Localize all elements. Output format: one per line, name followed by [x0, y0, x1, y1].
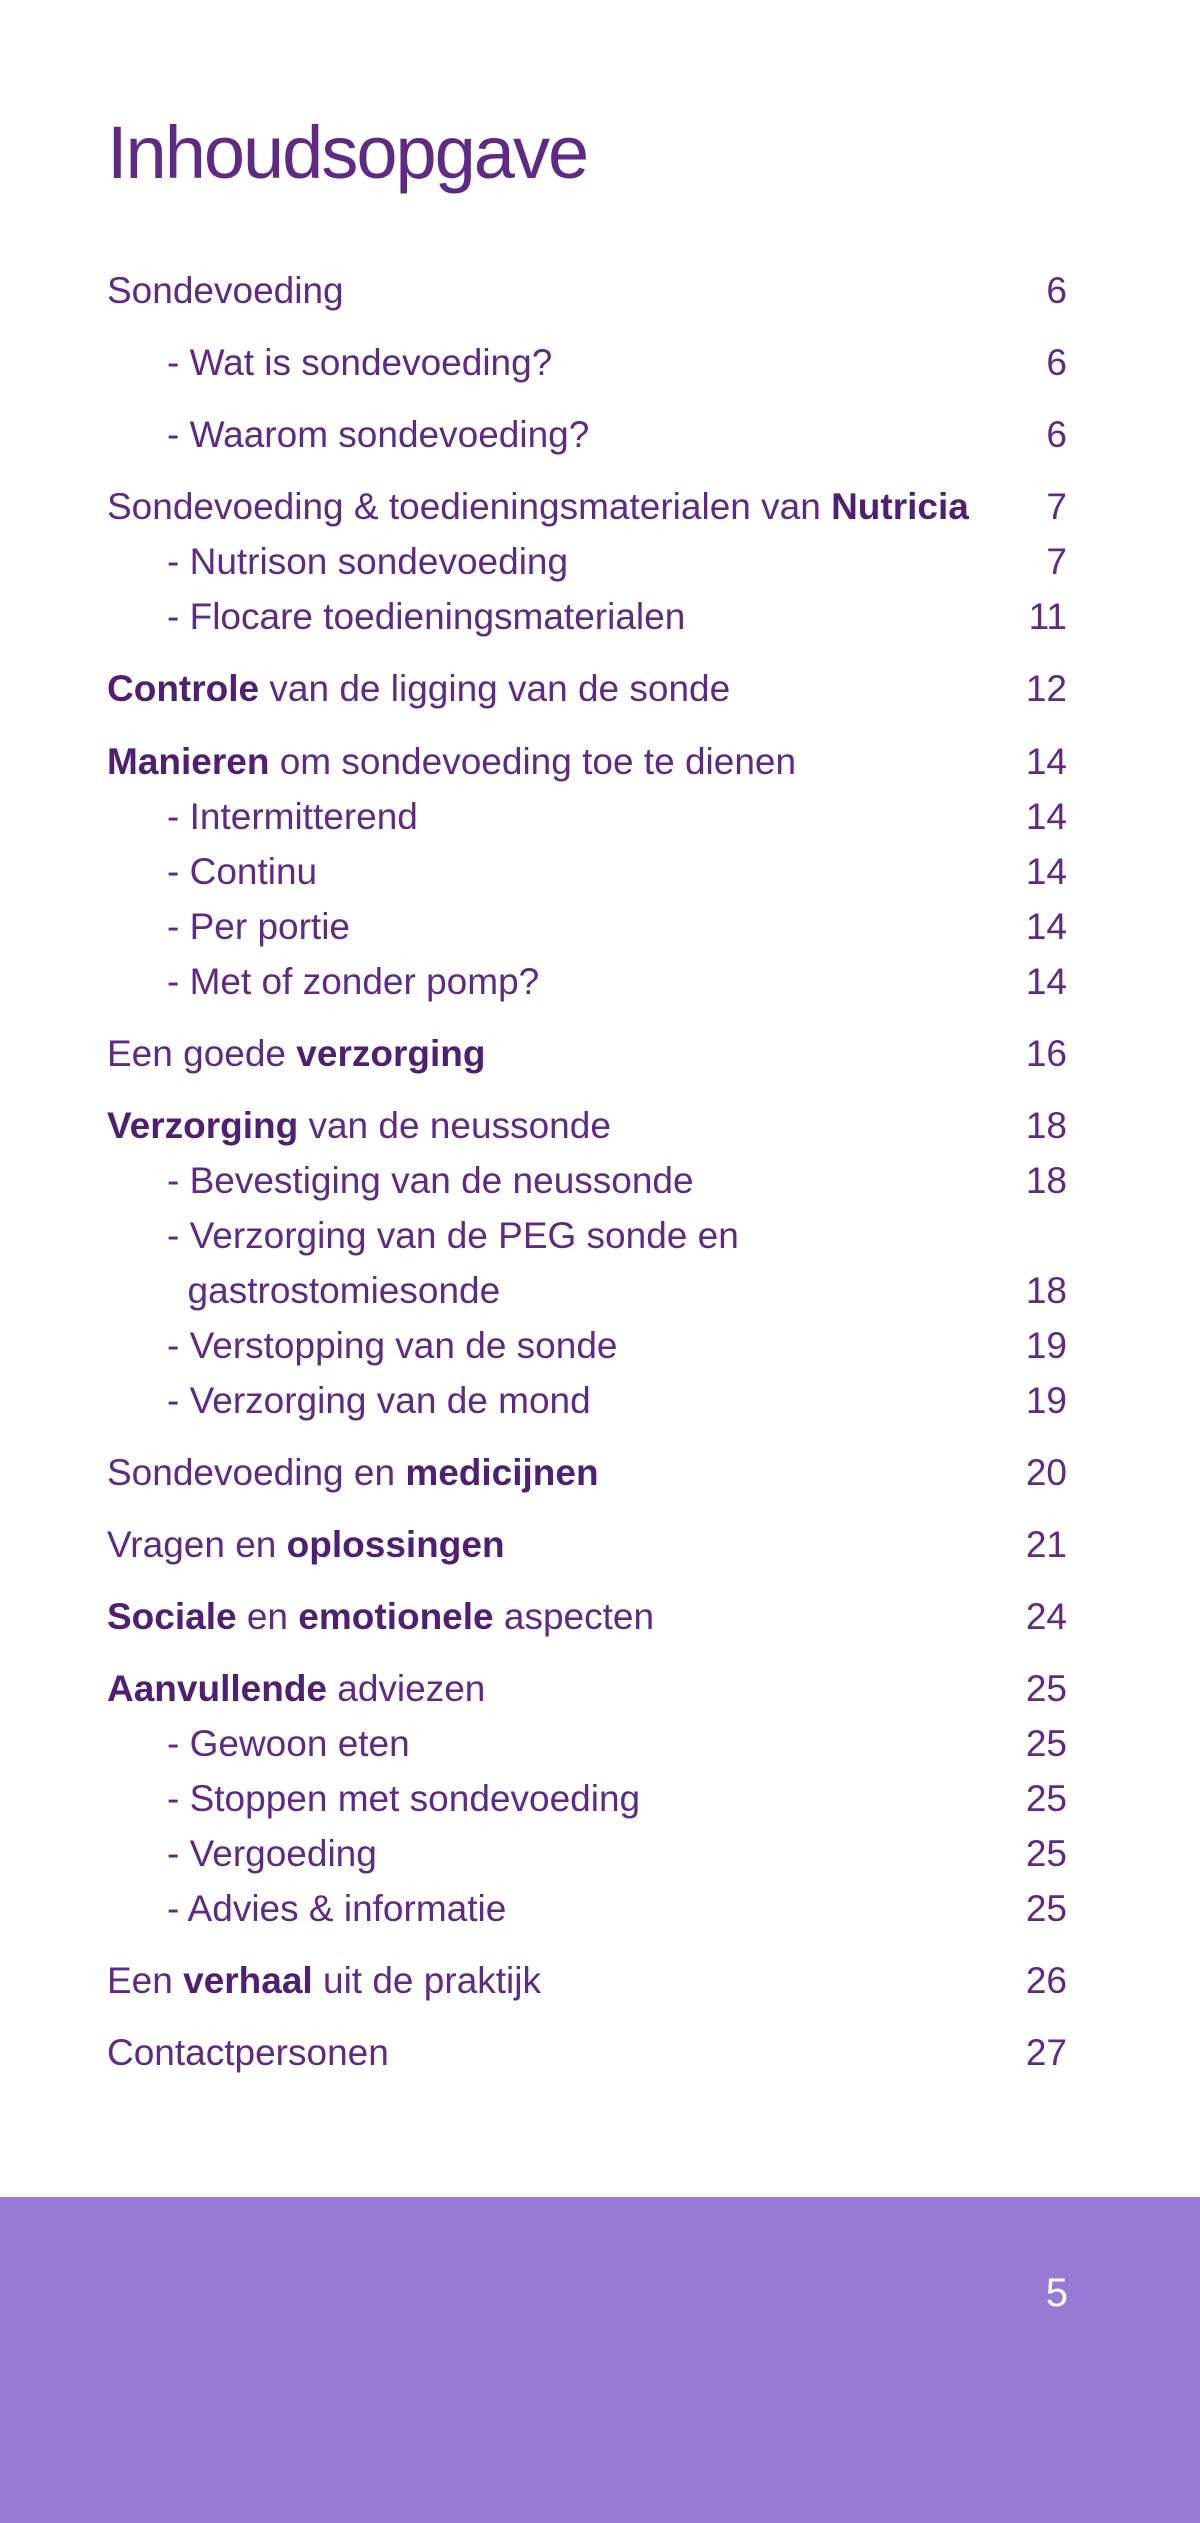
toc-entry-label [107, 1452, 599, 1494]
toc-entry-label-bold: oplossingen [286, 1524, 505, 1565]
toc-entry-label-text: Contactpersonen [107, 2032, 389, 2073]
page-number: 5 [1045, 2271, 1068, 2315]
toc-entry-label-bold: Nutricia [831, 486, 969, 527]
footer-band [0, 2197, 1200, 2523]
toc-entry-label-text: adviezen [327, 1668, 486, 1709]
toc-entry-page: 14 [1025, 741, 1067, 782]
toc-entry-label-text: - Nutrison sondevoeding [167, 541, 569, 582]
toc-entry [107, 1452, 1067, 1494]
toc-entry-page: 25 [1025, 1778, 1067, 1819]
toc-entry-label [107, 1270, 500, 1312]
toc-entry-page: 25 [1025, 1668, 1067, 1709]
toc-entry-label-text: - Waarom sondevoeding? [167, 414, 590, 455]
toc-entry-page: 18 [1025, 1105, 1067, 1146]
toc-entry-label [107, 1723, 410, 1765]
toc-entry-label [107, 2032, 389, 2074]
toc-entry-label-bold: verhaal [183, 1960, 313, 2001]
toc-entry-label [107, 1596, 654, 1638]
toc-entry-page: 26 [1025, 1960, 1067, 2001]
toc-entry-label-text: om sondevoeding toe te dienen [269, 741, 797, 782]
toc-entry-label [107, 1160, 694, 1202]
toc-entry-page: 14 [1025, 851, 1067, 892]
toc-entry-page: 14 [1025, 906, 1067, 947]
toc-entry-label [107, 1668, 485, 1710]
toc-entry [107, 541, 1067, 583]
toc-entry-page: 18 [1025, 1270, 1067, 1311]
toc-entry-page: 20 [1025, 1452, 1067, 1493]
toc-entry-page: 11 [1028, 596, 1067, 637]
toc-entry-page: 7 [1046, 541, 1067, 582]
toc-entry-label [107, 414, 589, 456]
toc-entry-label-text: Sondevoeding & toedieningsmaterialen van [107, 486, 832, 527]
toc-entry [107, 668, 1067, 710]
toc-entry-page: 25 [1025, 1888, 1067, 1929]
toc-entry-page: 18 [1025, 1160, 1067, 1201]
toc-entry-label-text: - Flocare toedieningsmaterialen [167, 596, 686, 637]
toc-entry [107, 1888, 1067, 1930]
toc-entry [107, 596, 1067, 638]
toc-entry-page: 25 [1025, 1833, 1067, 1874]
toc-entry-label-text: Vragen en [107, 1524, 287, 1565]
toc-entry-label-bold: Aanvullende [107, 1668, 327, 1709]
toc-entry-label-text: - Advies & informatie [167, 1888, 507, 1929]
page-title: Inhoudsopgave [107, 111, 588, 194]
toc-entry [107, 1033, 1067, 1075]
toc-entry-page: 14 [1025, 796, 1067, 837]
toc-entry-label-bold: emotionele [298, 1596, 494, 1637]
toc-entry [107, 1524, 1067, 1566]
toc-entry-label-text: - Bevestiging van de neussonde [167, 1160, 694, 1201]
toc-entry-label [107, 270, 344, 312]
toc-entry [107, 741, 1067, 783]
toc-entry-label-text: - Intermitterend [167, 796, 418, 837]
toc-entry-label [107, 1325, 618, 1367]
toc-entry-page: 19 [1025, 1380, 1067, 1421]
toc-entry-label [107, 486, 969, 528]
toc-entry-page: 7 [1046, 486, 1067, 527]
toc-entry-label [107, 1888, 506, 1930]
toc-entry [107, 1960, 1067, 2002]
toc-entry [107, 1105, 1067, 1147]
toc-entry-label-text: - Met of zonder pomp? [167, 961, 540, 1002]
toc-entry-label-text: - Vergoeding [167, 1833, 377, 1874]
toc-entry-label [107, 1215, 739, 1257]
toc-entry [107, 1270, 1067, 1312]
toc-entry [107, 270, 1067, 312]
toc-entry [107, 486, 1067, 528]
toc-entry-page: 27 [1025, 2032, 1067, 2073]
toc-entry-label [107, 1033, 485, 1075]
toc-entry [107, 414, 1067, 456]
toc-entry-label [107, 1105, 611, 1147]
toc-entry [107, 2032, 1067, 2074]
toc-entry-label [107, 796, 418, 838]
toc-entry-page: 6 [1046, 414, 1067, 455]
toc-entry-page: 25 [1025, 1723, 1067, 1764]
toc-entry [107, 342, 1067, 384]
toc-entry-label [107, 741, 796, 783]
toc-entry-page: 6 [1046, 270, 1067, 311]
toc-entry [107, 1380, 1067, 1422]
toc-entry [107, 1833, 1067, 1875]
toc-entry-page: 19 [1025, 1325, 1067, 1366]
toc-entry-label-text: - Gewoon eten [167, 1723, 410, 1764]
toc-entry-label [107, 961, 539, 1003]
toc-entry-label-text: - Verstopping van de sonde [167, 1325, 618, 1366]
toc-entry [107, 1160, 1067, 1202]
toc-entry-page: 14 [1025, 961, 1067, 1002]
toc-entry-label-text: gastrostomiesonde [167, 1270, 501, 1311]
toc-entry-page: 24 [1025, 1596, 1067, 1637]
toc-entry-label-text: - Verzorging van de mond [167, 1380, 591, 1421]
toc-entry-label [107, 1833, 377, 1875]
toc-entry-label [107, 906, 350, 948]
toc-entry-label [107, 668, 730, 710]
toc-entry-page: 12 [1025, 668, 1067, 709]
toc-entry-label-bold: Verzorging [107, 1105, 299, 1146]
toc-entry [107, 906, 1067, 948]
toc-entry [107, 796, 1067, 838]
toc-entry-label-bold: Controle [107, 668, 260, 709]
toc-entry-label-text: Een goede [107, 1033, 297, 1074]
toc-entry-label-text: - Verzorging van de PEG sonde en [167, 1215, 739, 1256]
toc-entry [107, 1778, 1067, 1820]
toc-entry-label-text: aspecten [493, 1596, 655, 1637]
toc-entry [107, 1723, 1067, 1765]
toc-entry-label-text: van de ligging van de sonde [259, 668, 731, 709]
toc-entry-label-text: uit de praktijk [312, 1960, 541, 2001]
toc-entry-label-text: - Wat is sondevoeding? [167, 342, 553, 383]
toc-entry [107, 1668, 1067, 1710]
toc-entry-page: 16 [1025, 1033, 1067, 1074]
toc-entry [107, 1325, 1067, 1367]
toc-entry [107, 961, 1067, 1003]
toc-entry-label [107, 596, 685, 638]
toc-entry-label [107, 1778, 640, 1820]
toc-entry [107, 851, 1067, 893]
toc-entry-label [107, 1960, 541, 2002]
toc-entry-label-bold: verzorging [296, 1033, 486, 1074]
toc-entry-page: 21 [1025, 1524, 1067, 1565]
toc-entry [107, 1215, 1067, 1257]
toc-entry-label-text: - Stoppen met sondevoeding [167, 1778, 641, 1819]
toc-entry-label-text: - Per portie [167, 906, 351, 947]
toc-entry-page: 6 [1046, 342, 1067, 383]
toc-entry-label-text: Een [107, 1960, 184, 2001]
toc-entry [107, 1596, 1067, 1638]
toc-entry-label-text: - Continu [167, 851, 318, 892]
toc-entry-label-bold: Sociale [107, 1596, 237, 1637]
toc-entry-label-text: Sondevoeding [107, 270, 344, 311]
toc-entry-label [107, 342, 552, 384]
toc-entry-label [107, 1524, 505, 1566]
toc-entry-label [107, 541, 568, 583]
toc-entry-label-text: Sondevoeding en [107, 1452, 406, 1493]
toc-entry-label [107, 851, 317, 893]
toc-entry-label-text: van de neussonde [298, 1105, 611, 1146]
toc-entry-label-bold: Manieren [107, 741, 270, 782]
toc-entry-label-bold: medicijnen [405, 1452, 599, 1493]
toc-entry-label [107, 1380, 591, 1422]
toc-entry-label-text: en [236, 1596, 299, 1637]
